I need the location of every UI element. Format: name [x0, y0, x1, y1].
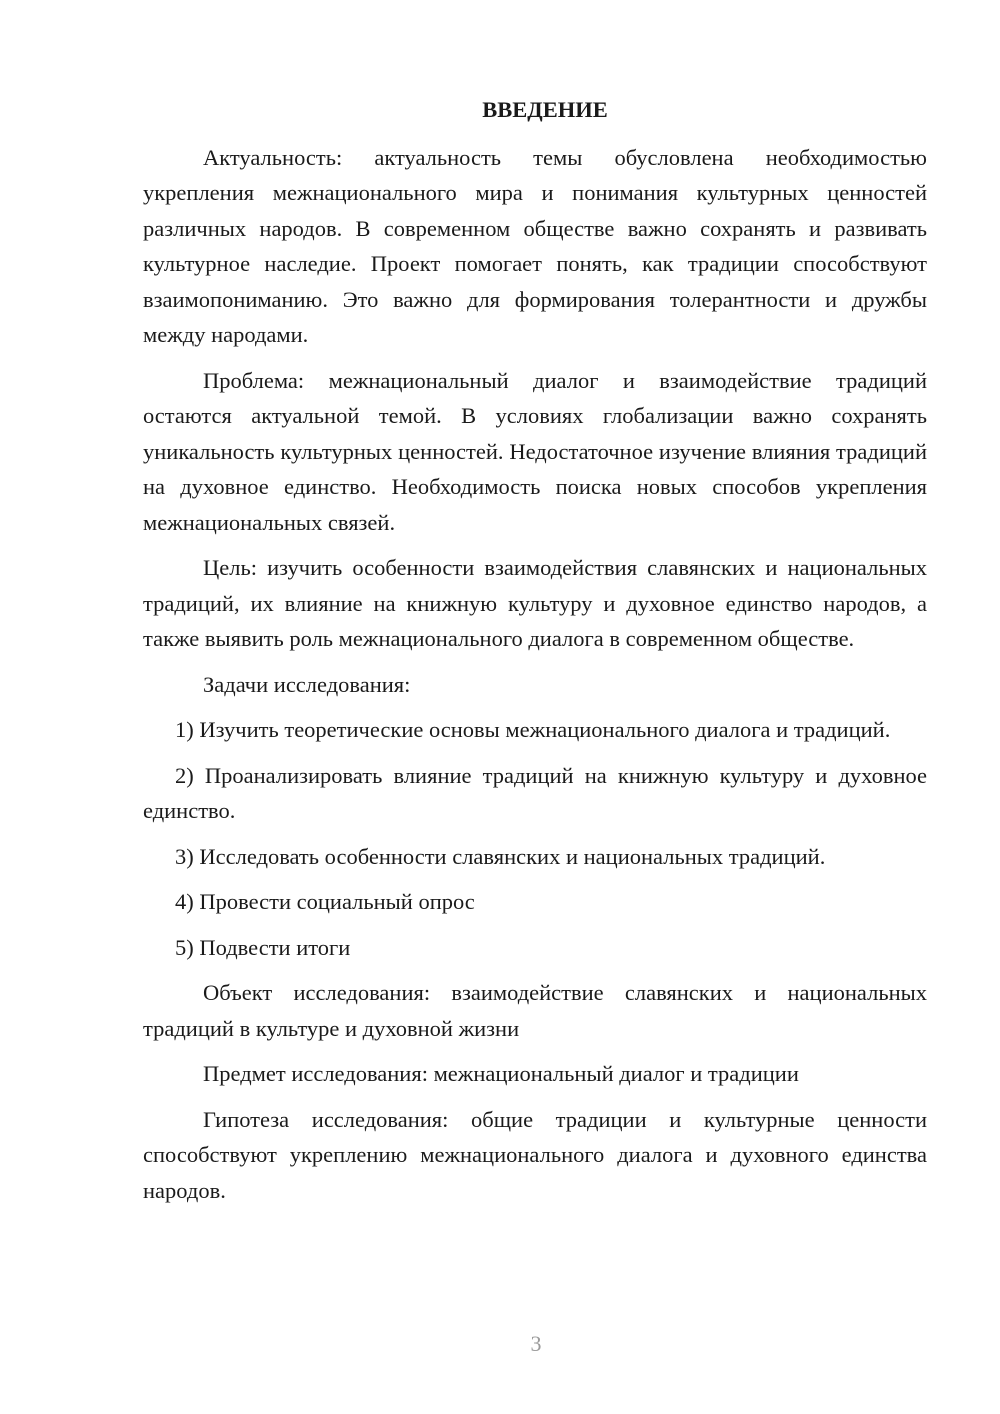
task-item: 2) Проанализировать влияние традиций на книжную культуру и духовное единство.	[143, 762, 927, 823]
goal-paragraph: Цель: изучить особенности взаимодействия славянских и национальных традиций, их влияние на книжную культуру и духовное единство народов, а также выявить роль межнационального диалога в современном обществе.	[143, 555, 927, 651]
relevance-paragraph: Актуальность: актуальность темы обусловлена необходимостью укрепления межнационального мира и понимания культурных ценностей различных народов. В современном обществе важно сохранять и развивать культурное наследие. Проект помогает понять, как традиции способствуют взаимопониманию. Это важно для формирования толерантности и дружбы между народами.	[143, 144, 927, 347]
task-item: 1) Изучить теоретические основы межнационального диалога и традиций.	[175, 717, 891, 742]
document-page	[143, 92, 927, 1218]
task-item: 5) Подвести итоги	[175, 934, 351, 960]
subject-paragraph: Предмет исследования: межнациональный диалог и традиции	[203, 1061, 799, 1086]
tasks-heading: Задачи исследования:	[203, 671, 411, 697]
hypothesis-paragraph: Гипотеза исследования: общие традиции и культурные ценности способствуют укреплению межнационального диалога и духовного единства народов.	[143, 1106, 927, 1203]
object-paragraph: Объект исследования: взаимодействие славянских и национальных традиций в культуре и духовной жизни	[143, 980, 927, 1041]
task-item: 4) Провести социальный опрос	[175, 889, 475, 914]
task-item: 3) Исследовать особенности славянских и национальных традиций.	[175, 843, 826, 869]
page-number: 3	[530, 1331, 542, 1356]
page-title: ВВЕДЕНИЕ	[482, 97, 608, 122]
problem-paragraph: Проблема: межнациональный диалог и взаимодействие традиций остаются актуальной темой. В условиях глобализации важно сохранять уникальность культурных ценностей. Недостаточное изучение влияния традиций на духовное единство. Необходимость поиска новых способов укрепления межнациональных связей.	[143, 367, 927, 535]
